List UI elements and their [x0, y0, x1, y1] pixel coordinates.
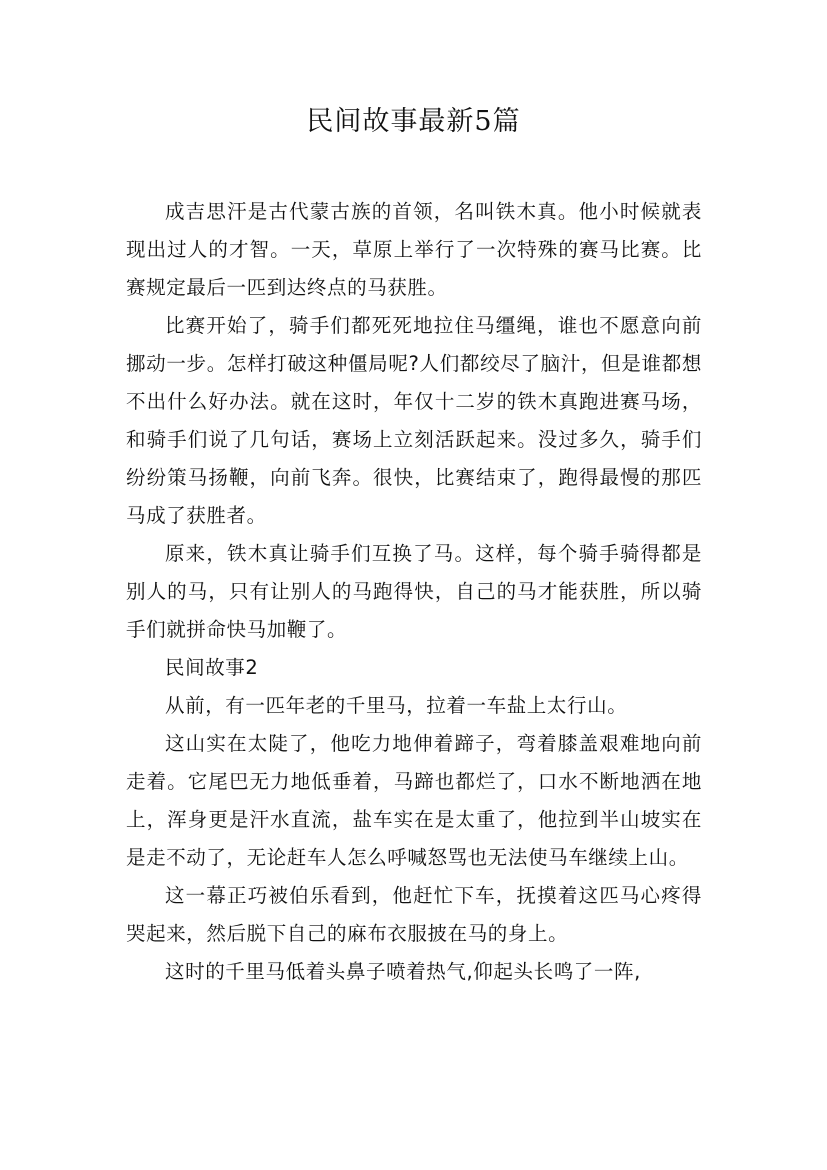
document-body [126, 193, 702, 991]
paragraph-horse-intro: 从前，有一匹年老的千里马，拉着一车盐上太行山。 [165, 694, 628, 717]
paragraph-horse-neigh: 这时的千里马低着头鼻子喷着热气,仰起头长鸣了一阵, [165, 960, 641, 983]
paragraph-intro: 成吉思汗是古代蒙古族的首领，名叫铁木真。他小时候就表现出过人的才智。一天，草原上举行了一次特殊的赛马比赛。比赛规定最后一匹到达终点的马获胜。 [126, 200, 702, 299]
document-title: 民间故事最新5篇 [306, 106, 521, 137]
paragraph-explanation: 原来，铁木真让骑手们互换了马。这样，每个骑手骑得都是别人的马，只有让别人的马跑得快，自己的马才能获胜，所以骑手们就拼命快马加鞭了。 [126, 542, 702, 641]
paragraph-race: 比赛开始了，骑手们都死死地拉住马缰绳，谁也不愿意向前挪动一步。怎样打破这种僵局呢?人们都绞尽了脑汁，但是谁都想不出什么好办法。就在这时，年仅十二岁的铁木真跑进赛马场，和骑手们说了几句话，赛场上立刻活跃起来。没过多久，骑手们纷纷策马扬鞭，向前飞奔。很快，比赛结束了，跑得最慢的那匹马成了获胜者。 [126, 314, 702, 527]
paragraph-mountain: 这山实在太陡了，他吃力地伸着蹄子，弯着膝盖艰难地向前走着。它尾巴无力地低垂着，马蹄也都烂了，口水不断地洒在地上，浑身更是汗水直流，盐车实在是太重了，他拉到半山坡实在是走不动了，无论赶车人怎么呼喊怒骂也无法使马车继续上山。 [126, 732, 702, 869]
paragraph-bole: 这一幕正巧被伯乐看到，他赶忙下车，抚摸着这匹马心疼得哭起来，然后脱下自己的麻布衣服披在马的身上。 [126, 884, 702, 945]
section-heading-story-2: 民间故事2 [165, 656, 259, 679]
